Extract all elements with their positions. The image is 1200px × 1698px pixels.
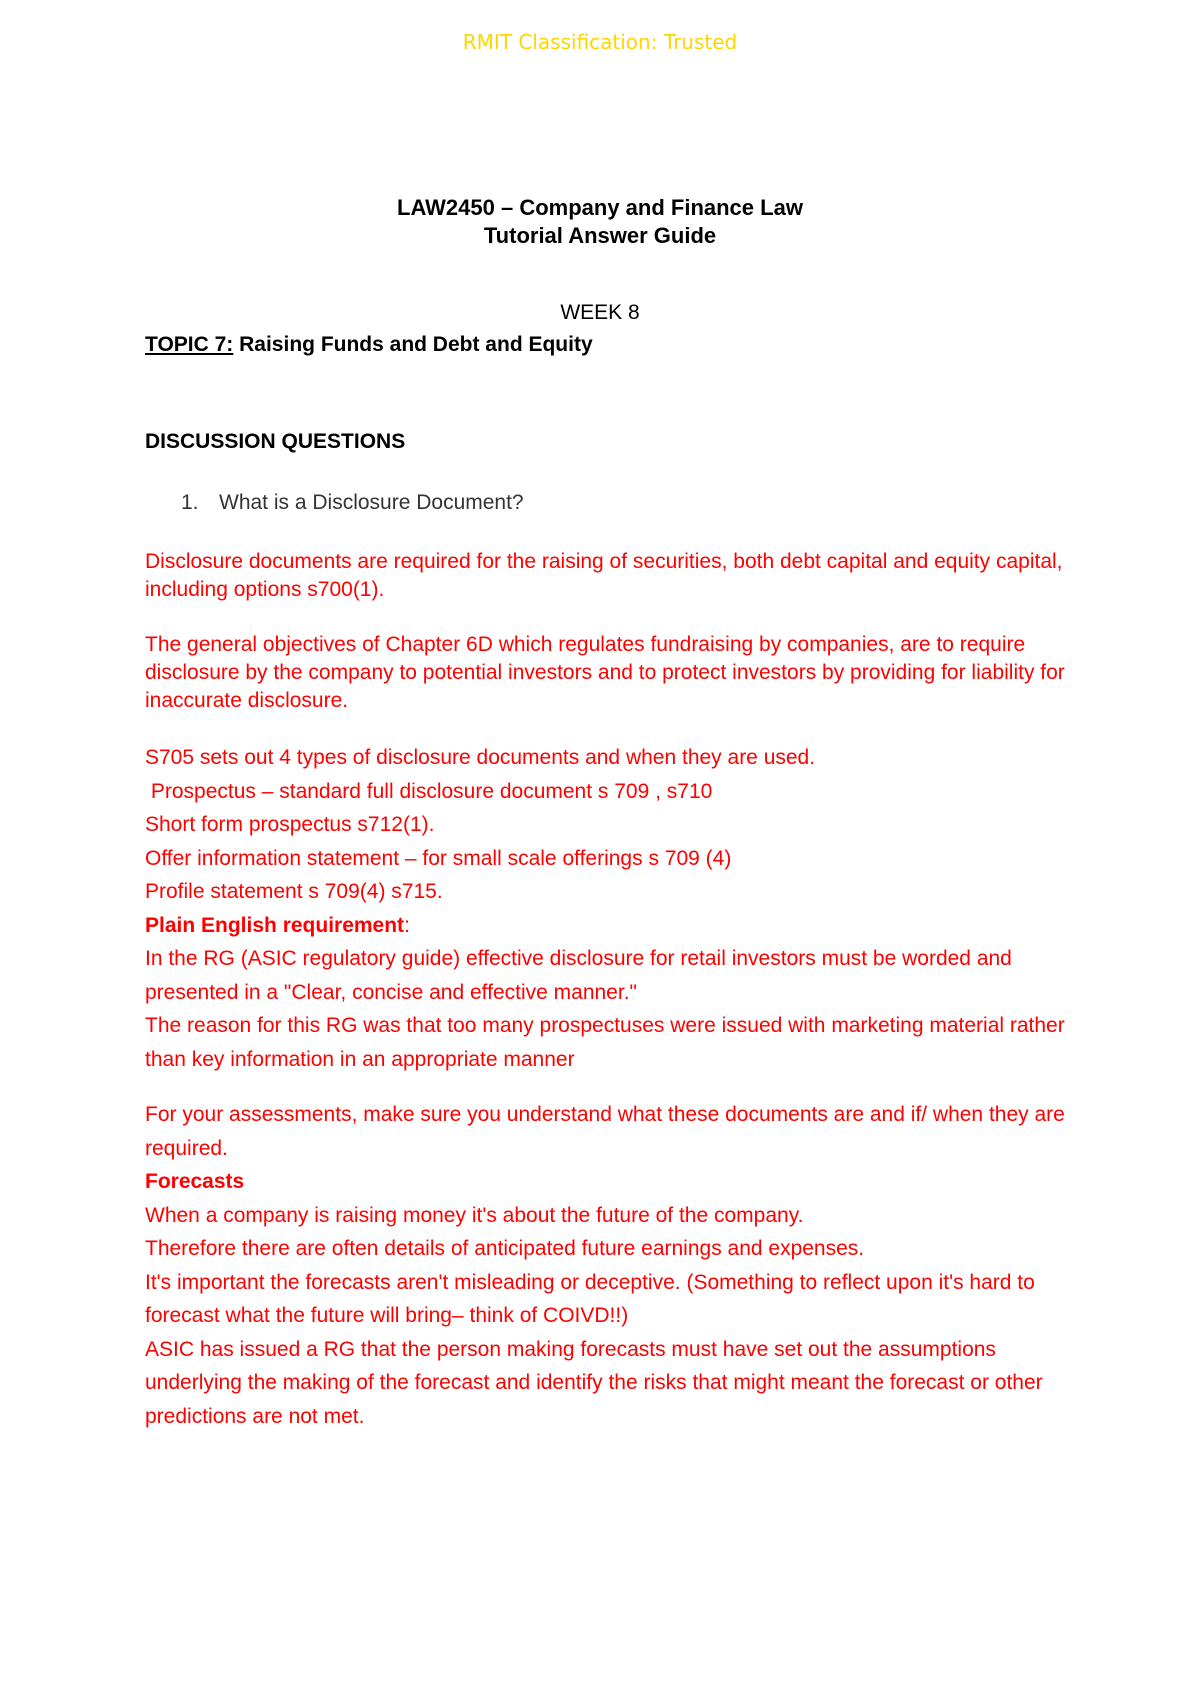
type-profile: Profile statement s 709(4) s715. bbox=[145, 880, 443, 903]
answer-text: The general objectives of Chapter 6D which regulates fundraising by companies, are to require disclosure by the company to potential investors and to protect investors by providing for liability for inaccurate disclosure. bbox=[145, 633, 1065, 712]
plain-english-colon: : bbox=[404, 913, 410, 937]
type-short-form: Short form prospectus s712(1). bbox=[145, 813, 435, 836]
answer-block-forecasts bbox=[145, 1098, 1075, 1433]
week-label: WEEK 8 bbox=[560, 301, 640, 324]
plain-english-text-1: In the RG (ASIC regulatory guide) effective disclosure for retail investors must be worded and presented in a "Clear, concise and effective manner." bbox=[145, 947, 1012, 1004]
section-heading: DISCUSSION QUESTIONS bbox=[145, 430, 406, 453]
answer-paragraph-1 bbox=[145, 548, 1075, 604]
type-offer-info: Offer information statement – for small scale offerings s 709 (4) bbox=[145, 846, 732, 870]
forecasts-text-3: It's important the forecasts aren't misleading or deceptive. (Something to reflect upon it's hard to forecast what the future will bring– think of COIVD!!) bbox=[145, 1270, 1035, 1327]
plain-english-heading: Plain English requirement bbox=[145, 913, 405, 937]
type-prospectus: Prospectus – standard full disclosure document s 709 , s710 bbox=[145, 779, 713, 803]
plain-english-heading-line bbox=[145, 909, 1075, 943]
course-title: LAW2450 – Company and Finance Law bbox=[397, 195, 803, 220]
question-number: 1. bbox=[181, 491, 199, 514]
forecasts-heading: Forecasts bbox=[145, 1170, 245, 1193]
plain-english-text-2: The reason for this RG was that too many prospectuses were issued with marketing material rather than key information in an appropriate manner bbox=[145, 1014, 1065, 1071]
types-intro: S705 sets out 4 types of disclosure documents and when they are used. bbox=[145, 746, 816, 769]
forecasts-text-2: Therefore there are often details of anticipated future earnings and expenses. bbox=[145, 1237, 865, 1260]
question-text: What is a Disclosure Document? bbox=[219, 491, 524, 514]
classification-header: RMIT Classification: Trusted bbox=[462, 30, 738, 54]
topic-text: Raising Funds and Debt and Equity bbox=[233, 333, 593, 356]
forecasts-text-4: ASIC has issued a RG that the person making forecasts must have set out the assumptions underlying the making of the forecast and identify the risks that might meant the forecast or other predictions are not met. bbox=[145, 1337, 1043, 1428]
forecasts-text-1: When a company is raising money it's about the future of the company. bbox=[145, 1203, 804, 1227]
topic-heading bbox=[145, 333, 593, 357]
topic-label: TOPIC 7: bbox=[145, 333, 234, 356]
document-title bbox=[0, 194, 1200, 250]
question-item bbox=[181, 491, 524, 515]
answer-block-types bbox=[145, 741, 1075, 1076]
answer-text: Disclosure documents are required for the raising of securities, both debt capital and equity capital, including options s700(1). bbox=[145, 550, 1063, 601]
answer-paragraph-2 bbox=[145, 631, 1075, 715]
guide-title: Tutorial Answer Guide bbox=[483, 223, 717, 248]
assessments-note: For your assessments, make sure you understand what these documents are and if/ when they are required. bbox=[145, 1103, 1065, 1160]
